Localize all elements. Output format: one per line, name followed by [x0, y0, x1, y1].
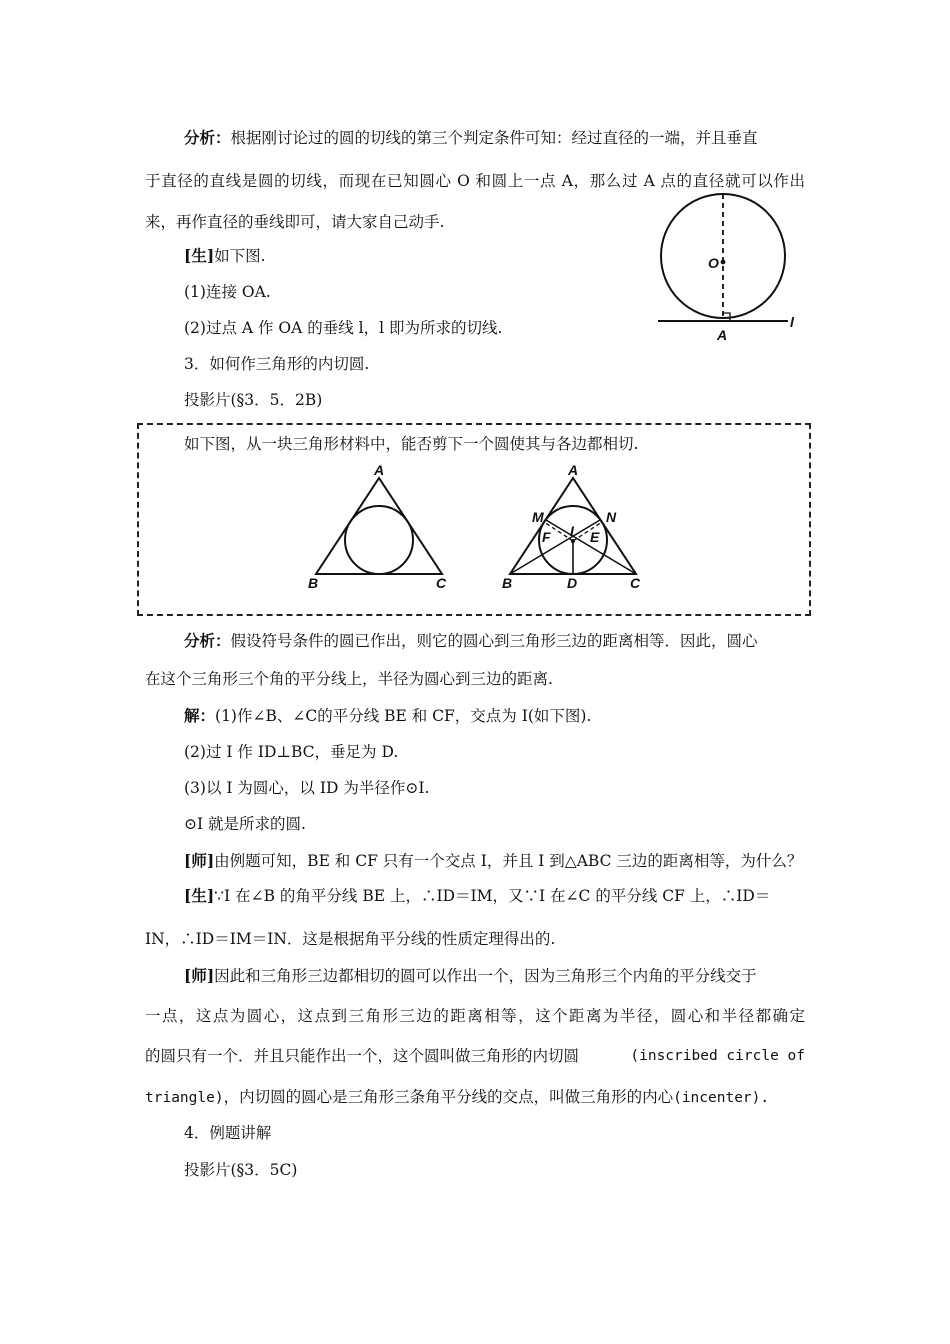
analysis-2-line-2: 在这个三角形三个角的平分线上，半径为圆心到三边的距离.: [145, 670, 553, 688]
analysis-label: 分析：: [184, 128, 231, 147]
slide-reference-2: 投影片(§3．5C): [184, 1161, 298, 1179]
figure3-label-f: F: [542, 529, 551, 545]
teacher-tag-1: [师]: [184, 851, 215, 870]
heading-4: 4．例题讲解: [184, 1124, 272, 1142]
bisector-triangle-figure: [494, 462, 654, 592]
student-tag-2: [生]: [184, 886, 215, 905]
solution-label: 解：: [184, 706, 216, 725]
teacher-explanation-line-4-text: ，内切圆的圆心是三角形三条角平分线的交点，叫做三角形的内心: [223, 1088, 674, 1106]
figure1-label-a: A: [717, 327, 728, 343]
analysis-text: 根据刚讨论过的圆的切线的第三个判定条件可知：经过直径的一端，并且垂直: [230, 129, 758, 147]
analysis-paragraph-line-2: 于直径的直线是圆的切线，而现在已知圆心 O 和圆上一点 A，那么过 A 点的直径就可以作出: [145, 172, 805, 190]
solution-step-1-text: (1)作∠B、∠C的平分线 BE 和 CF，交点为 I(如下图).: [215, 707, 592, 725]
analysis-2-label: 分析：: [184, 631, 231, 650]
teacher-question-text: 由例题可知，BE 和 CF 只有一个交点 I，并且 I 到△ABC 三边的距离相等，为什么？: [214, 852, 803, 870]
student-response: [184, 246, 266, 266]
heading-3: 3．如何作三角形的内切圆.: [184, 355, 370, 373]
term-incenter: (incenter).: [673, 1090, 770, 1106]
student-answer-text: ∵I 在∠B 的角平分线 BE 上，∴ID＝IM，又∵I 在∠C 的平分线 CF 上，∴ID＝: [214, 887, 771, 905]
figure3-label-b: B: [502, 575, 513, 591]
teacher-explanation-line-1: [184, 966, 804, 986]
figure2-label-b: B: [308, 575, 319, 591]
figure2-label-a: A: [374, 462, 385, 478]
solution-step-1: [184, 706, 591, 726]
figure3-label-e: E: [590, 529, 600, 545]
analysis-2-text: 假设符号条件的圆已作出，则它的圆心到三角形三边的距离相等．因此，圆心: [230, 632, 758, 650]
figure3-label-m: M: [532, 509, 544, 525]
student-answer-line-2: IN，∴ID＝IM＝IN．这是根据角平分线的性质定理得出的.: [145, 930, 556, 948]
analysis-paragraph-line-1: [184, 128, 804, 148]
figure3-label-d: D: [567, 575, 578, 591]
figure3-label-i: I: [570, 523, 574, 539]
student-text: 如下图.: [214, 247, 266, 265]
student-answer-line-1: [184, 886, 804, 906]
teacher-tag-2: [师]: [184, 966, 215, 985]
figure3-label-a: A: [568, 462, 579, 478]
solution-step-3: (3)以 I 为圆心，以 ID 为半径作⊙I.: [184, 779, 430, 797]
box-question: 如下图，从一块三角形材料中，能否剪下一个圆使其与各边都相切.: [184, 435, 639, 453]
figure1-label-o: O: [708, 255, 719, 271]
student-tag: [生]: [184, 246, 215, 265]
incircle-triangle-figure: [300, 462, 460, 592]
teacher-explanation-line-3-text: 的圆只有一个．并且只能作出一个，这个圆叫做三角形的内切圆: [145, 1047, 580, 1065]
term-inscribed-circle: (inscribed circle of: [630, 1048, 805, 1064]
figure3-label-c: C: [630, 575, 641, 591]
teacher-explanation-line-2: 一点，这点为圆心，这点到三角形三边的距离相等，这个距离为半径，圆心和半径都确定: [145, 1007, 805, 1025]
step-2: (2)过点 A 作 OA 的垂线 l，l 即为所求的切线.: [184, 319, 503, 337]
solution-step-2: (2)过 I 作 ID⊥BC，垂足为 D.: [184, 743, 399, 761]
term-triangle: triangle): [145, 1090, 224, 1106]
figure2-label-c: C: [436, 575, 447, 591]
teacher-explanation-text: 因此和三角形三边都相切的圆可以作出一个，因为三角形三个内角的平分线交于: [214, 967, 757, 985]
analysis-2-line-1: [184, 631, 804, 651]
solution-conclusion: ⊙I 就是所求的圆.: [184, 815, 306, 833]
tangent-circle-figure: [650, 190, 810, 350]
teacher-question: [184, 851, 802, 871]
teacher-explanation-line-3: [145, 1046, 805, 1066]
teacher-explanation-line-4: [145, 1087, 769, 1108]
step-1: (1)连接 OA.: [184, 283, 271, 301]
figure1-label-l: l: [790, 314, 794, 330]
slide-reference-1: 投影片(§3．5．2B): [184, 391, 323, 409]
figure3-label-n: N: [606, 509, 617, 525]
analysis-paragraph-line-3: 来，再作直径的垂线即可，请大家自己动手.: [145, 213, 445, 231]
